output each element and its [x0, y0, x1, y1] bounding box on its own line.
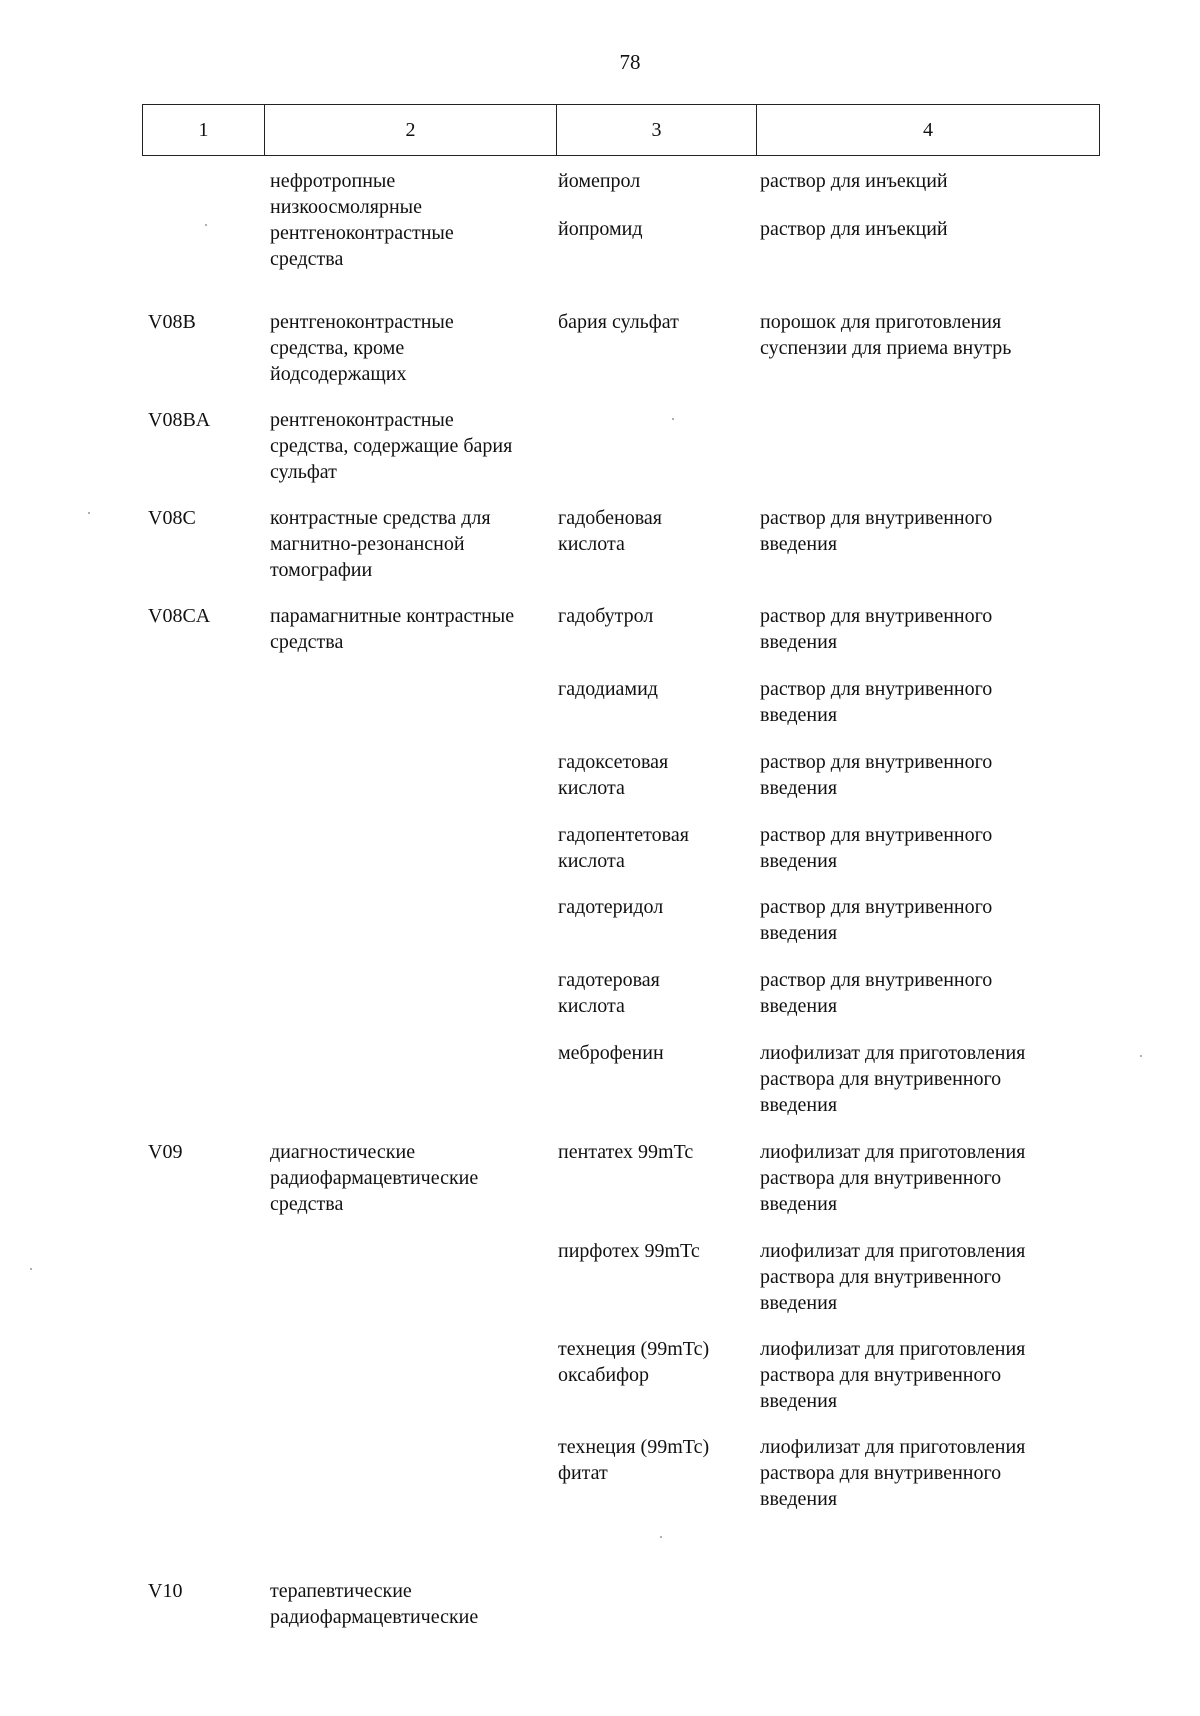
- group-name: парамагнитные контрастные средства: [270, 605, 515, 653]
- dosage-form: лиофилизат для приготовления раствора для внутривенного введения: [760, 1240, 1026, 1314]
- group-name: контрастные средства для магнитно-резонансной томографии: [270, 507, 491, 581]
- dosage-form: раствор для инъекций: [760, 218, 948, 240]
- substance-name: меброфенин: [558, 1042, 664, 1064]
- substance-name: технеция (99mTc) фитат: [558, 1436, 710, 1484]
- substance-name: пирфотех 99mTc: [558, 1240, 700, 1262]
- atc-code: V08B: [148, 311, 196, 333]
- header-col-2: 2: [264, 105, 556, 155]
- dosage-form: раствор для инъекций: [760, 170, 948, 192]
- dosage-form: раствор для внутривенного введения: [760, 751, 993, 799]
- substance-name: гадоксетовая кислота: [558, 751, 669, 799]
- dosage-form: раствор для внутривенного введения: [760, 507, 993, 555]
- dosage-form: раствор для внутривенного введения: [760, 605, 993, 653]
- atc-code: V08C: [148, 507, 196, 529]
- scan-speck: [672, 418, 674, 420]
- scan-speck: [1140, 1055, 1142, 1057]
- dosage-form: раствор для внутривенного введения: [760, 969, 993, 1017]
- dosage-form: лиофилизат для приготовления раствора для внутривенного введения: [760, 1436, 1026, 1510]
- substance-name: гадотеровая кислота: [558, 969, 660, 1017]
- group-name: рентгеноконтрастные средства, кроме йодсодержащих: [270, 311, 454, 385]
- scan-speck: [205, 224, 207, 226]
- header-col-3: 3: [556, 105, 756, 155]
- dosage-form: лиофилизат для приготовления раствора для внутривенного введения: [760, 1338, 1026, 1412]
- substance-name: гадопентетовая кислота: [558, 824, 689, 872]
- atc-code: V08CA: [148, 605, 211, 627]
- table-header: [142, 104, 1100, 156]
- scan-speck: [660, 1536, 662, 1538]
- group-name: терапевтические радиофармацевтические: [270, 1580, 479, 1628]
- substance-name: пентатех 99mTc: [558, 1141, 694, 1163]
- scan-speck: [88, 512, 90, 514]
- header-col-4: 4: [756, 105, 1099, 155]
- atc-code: V10: [148, 1580, 183, 1602]
- substance-name: гадотеридол: [558, 896, 664, 918]
- substance-name: гадобутрол: [558, 605, 654, 627]
- substance-name: йомепрол: [558, 170, 641, 192]
- substance-name: йопромид: [558, 218, 643, 240]
- scan-speck: [30, 1268, 32, 1270]
- dosage-form: лиофилизат для приготовления раствора для внутривенного введения: [760, 1042, 1026, 1116]
- page-number: 78: [619, 50, 641, 74]
- substance-name: бария сульфат: [558, 311, 679, 333]
- substance-name: гадодиамид: [558, 678, 658, 700]
- atc-code: V08BA: [148, 409, 211, 431]
- header-col-1: 1: [198, 118, 209, 141]
- group-name: диагностические радиофармацевтические средства: [270, 1141, 479, 1215]
- dosage-form: лиофилизат для приготовления раствора для внутривенного введения: [760, 1141, 1026, 1215]
- dosage-form: порошок для приготовления суспензии для приема внутрь: [760, 311, 1012, 359]
- group-name: нефротропные низкоосмолярные рентгеноконтрастные средства: [270, 170, 454, 270]
- dosage-form: раствор для внутривенного введения: [760, 896, 993, 944]
- dosage-form: раствор для внутривенного введения: [760, 678, 993, 726]
- group-name: рентгеноконтрастные средства, содержащие бария сульфат: [270, 409, 513, 483]
- dosage-form: раствор для внутривенного введения: [760, 824, 993, 872]
- substance-name: технеция (99mTc) оксабифор: [558, 1338, 710, 1386]
- substance-name: гадобеновая кислота: [558, 507, 663, 555]
- atc-code: V09: [148, 1141, 183, 1163]
